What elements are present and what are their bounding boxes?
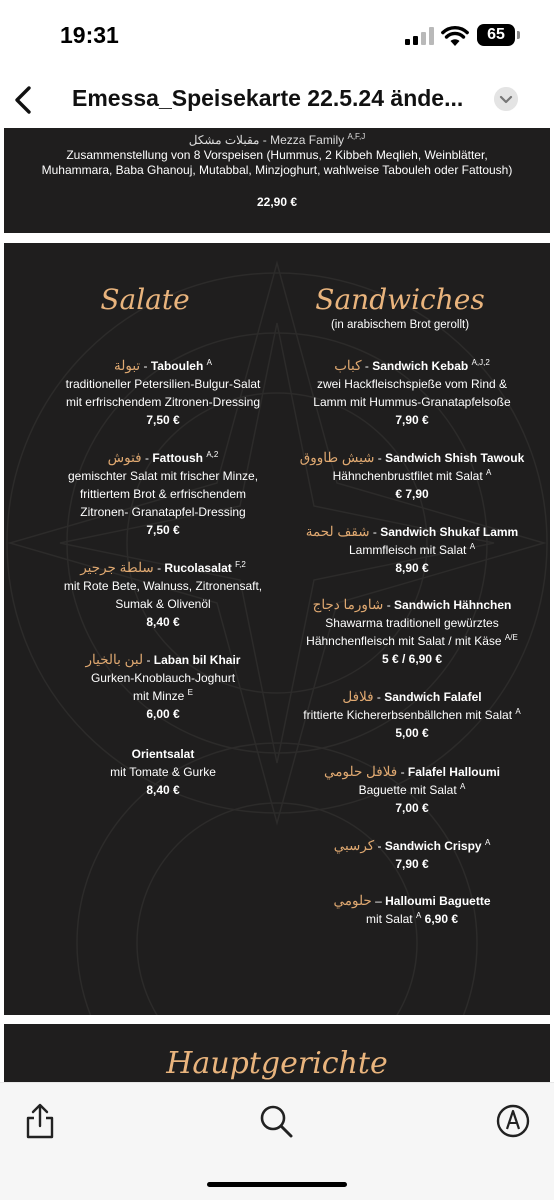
item-arabic: شيش طاووق [299,450,375,465]
allergen-sup: A [206,358,212,367]
wifi-icon [441,25,469,47]
menu-item: لبن بالخيار - Laban bil Khair Gurken-Knoblauch-Joghurt mit Minze $^E$ 6,00 € [24,651,302,723]
item-desc: Sumak & Olivenöl [115,597,211,611]
item-desc: mit Tomate & Gurke [110,765,216,779]
section-title-salate: Salate [100,283,190,316]
menu-item: كرسبي - Sandwich Crispy $^A$ 7,90 € [274,837,550,873]
item-desc: mit erfrischendem Zitronen-Dressing [65,395,261,409]
item-desc: Hähnchenbrustfilet mit Salat [332,469,483,483]
section-title-sandwiches: Sandwiches [315,283,485,316]
allergen-sup: A [484,838,491,847]
allergen-sup: A/E [504,633,518,642]
allergen-sup: A [460,782,466,791]
item-price: 5,00 € [395,726,429,740]
item-price: 6,90 € [424,912,459,926]
item-desc: Lammfleisch mit Salat [348,543,467,557]
item-arabic: تبولة [114,358,141,373]
item-name: Sandwich Crispy [384,839,482,853]
cellular-signal-icon [405,27,435,45]
item-price: 8,40 € [146,615,180,629]
item-desc: gemischter Salat mit frischer Minze, [67,469,259,483]
allergen-sup: E [187,688,194,697]
battery-nub [517,31,520,39]
share-icon[interactable] [20,1101,60,1141]
item-desc: zwei Hackfleischspieße vom Rind & [316,377,508,391]
mezza-family-description: Zusammenstellung von 8 Vorspeisen (Hummus, 2 Kibbeh Meqlieh, Weinblätter, Muhammara, Baba Ghanouj, Mutabbal, Minzjoghurt, wahlweise Tabouleh oder Fattoush) [41,148,513,177]
item-desc: Lamm mit Hummus-Granatapfelsoße [313,395,511,409]
item-desc: mit Rote Bete, Walnuss, Zitronensaft, [63,579,263,593]
menu-item: كباب - Sandwich Kebab $^{A,J,2}$ zwei Hackfleischspieße vom Rind & Lamm mit Hummus-Granatapfelsoße 7,90 € [274,357,550,429]
item-arabic: لبن بالخيار [85,652,144,667]
item-arabic: فتوش [107,450,142,465]
item-price: € 7,90 [395,487,429,501]
chevron-left-icon[interactable] [8,80,40,120]
item-price: 8,40 € [146,783,180,797]
item-desc: Gurken-Knoblauch-Joghurt [90,671,236,685]
section-title-hauptgerichte: Hauptgerichte [166,1046,388,1081]
item-desc: Hähnchenfleisch mit Salat / mit Käse [306,634,502,648]
status-bar [0,0,554,72]
mezza-family-name [4,132,550,147]
status-time: 19:31 [60,22,119,48]
item-price: 7,50 € [146,413,180,427]
item-price: 7,90 € [395,413,429,427]
battery-icon: 65 [477,24,515,46]
menu-item: شيش طاووق - Sandwich Shish Tawouk Hähnchenbrustfilet mit Salat $^A$ € 7,90 [274,449,550,503]
home-indicator [207,1182,347,1187]
item-desc: Zitronen- Granatapfel-Dressing [80,505,246,519]
item-name: Rucolasalat [164,561,232,575]
item-price: 7,90 € [395,857,429,871]
search-icon[interactable] [256,1101,296,1141]
item-price: 6,00 € [146,707,180,721]
menu-item: فتوش - Fattoush $^{A,2}$ gemischter Salat mit frischer Minze, frittiertem Brot & erfrischendem Zitronen- Granatapfel-Dressing 7,50 € [24,449,302,539]
item-arabic: شاورما دجاج [312,597,384,612]
chevron-down-icon[interactable] [494,87,518,111]
item-dash: – [375,894,382,908]
item-arabic: كباب [334,358,362,373]
item-name: Halloumi Baguette [385,894,491,908]
allergen-sup: A,2 [206,450,219,459]
item-desc: frittierte Kichererbsenbällchen mit Salat [303,708,513,722]
item-arabic: فلافل [342,689,374,704]
item-name: Sandwich Kebab [372,359,469,373]
allergen-sup: A [515,707,521,716]
sandwiches-subtitle: (in arabischem Brot gerollt) [330,319,470,331]
menu-item [274,892,550,928]
allergen-sup: A,J,2 [471,358,490,367]
menu-page-2 [4,243,550,1015]
menu-page-3 [4,1024,550,1082]
item-arabic: فلافل حلومي [324,764,398,779]
item-arabic: حلومي [333,893,372,908]
allergen-sup: F,2 [235,560,246,569]
menu-item: شقف لحمة - Sandwich Shukaf Lamm Lammfleisch mit Salat $^A$ 8,90 € [274,523,550,577]
item-name: Sandwich Hähnchen [394,598,512,612]
item-name: Falafel Halloumi [407,765,500,779]
item-desc: frittiertem Brot & erfrischendem [79,487,247,501]
item-name: Sandwich Shish Tawouk [385,451,525,465]
menu-page-1 [4,128,550,233]
item-arabic: سلطة جرجير [80,560,154,575]
nav-bar [0,72,554,128]
item-desc: mit Salat [365,912,413,926]
item-name: Sandwich Shukaf Lamm [380,525,519,539]
menu-item: سلطة جرجير - Rucolasalat $^{F,2}$ mit Rote Bete, Walnuss, Zitronensaft, Sumak & Olivenöl 8,40 € [24,559,302,631]
item-desc: Shawarma traditionell gewürztes [325,616,499,630]
item-desc: Baguette mit Salat [358,783,457,797]
menu-item [24,745,302,799]
document-viewport[interactable] [0,128,554,1082]
item-price: 7,00 € [395,801,429,815]
allergen-sup: A [415,911,422,920]
markup-icon[interactable] [493,1101,533,1141]
item-desc: mit Minze [132,689,185,703]
item-name: Sandwich Falafel [384,690,482,704]
menu-item: تبولة - Tabouleh $^A$ traditioneller Petersilien-Bulgur-Salat mit erfrischendem Zitronen-Dressing 7,50 € [24,357,302,429]
item-name: Laban bil Khair [153,653,241,667]
document-title[interactable]: Emessa_Speisekarte 22.5.24 ände... [72,85,464,111]
item-name: Tabouleh [150,359,204,373]
allergen-sup: A [469,542,476,551]
menu-item: فلافل - Sandwich Falafel frittierte Kichererbsenbällchen mit Salat $^A$ 5,00 € [274,688,550,742]
item-arabic: شقف لحمة [305,524,370,539]
item-arabic: كرسبي [333,838,375,853]
item-name: Fattoush [152,451,203,465]
item-price: 5 € / 6,90 € [381,652,443,666]
allergen-sup: A [486,468,492,477]
menu-item: شاورما دجاج - Sandwich Hähnchen Shawarma traditionell gewürztes Hähnchenfleisch mit Salat / mit Käse $^{A/E}$ 5 € / 6,90 € [274,596,550,668]
item-price: 7,50 € [146,523,180,537]
item-desc: traditioneller Petersilien-Bulgur-Salat [65,377,261,391]
item-price: 8,90 € [395,561,429,575]
menu-item: فلافل حلومي - Falafel Halloumi Baguette mit Salat $^A$ 7,00 € [274,763,550,817]
mezza-family-label: مقبلات مشكل - Mezza Family [188,133,345,147]
mezza-family-price: 22,90 € [256,195,298,209]
item-name: Orientsalat [131,747,195,761]
allergen-sup: A,F,J [347,132,366,141]
